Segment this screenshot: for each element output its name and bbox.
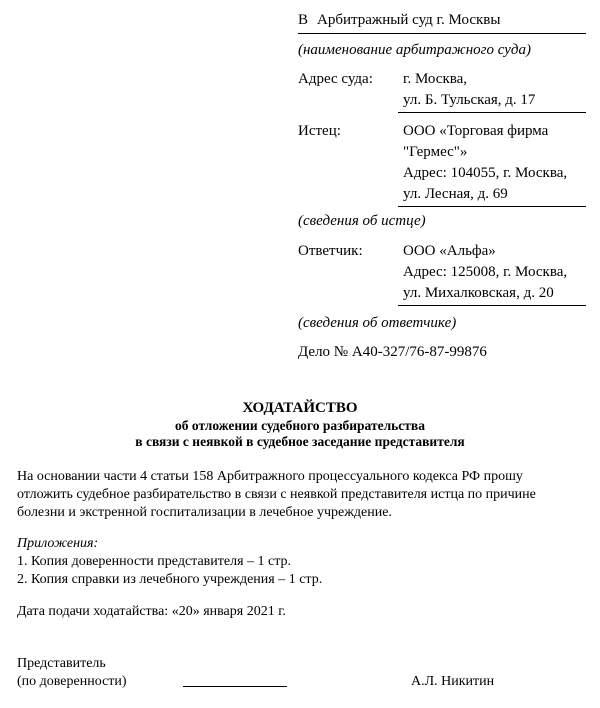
defendant-line-1: ООО «Альфа» xyxy=(403,243,496,259)
body-paragraph-line-3: болезни и экстренной госпитализации в лечебное учреждение. xyxy=(17,505,392,520)
filing-date: Дата подачи ходатайства: «20» января 2021 г. xyxy=(17,604,286,619)
case-number: Дело № А40-327/76-87-99876 xyxy=(298,344,487,360)
plaintiff-label: Истец: xyxy=(298,123,341,139)
signatory-name: А.Л. Никитин xyxy=(411,674,495,689)
attachment-item-2: 2. Копия справки из лечебного учреждения – 1 стр. xyxy=(17,572,323,587)
defendant-underline xyxy=(398,305,586,306)
plaintiff-underline xyxy=(398,206,586,207)
signatory-role: Представитель xyxy=(17,656,106,671)
court-address-line-2: ул. Б. Тульская, д. 17 xyxy=(403,92,536,108)
court-caption: (наименование арбитражного суда) xyxy=(298,42,531,58)
attachment-item-1: 1. Копия доверенности представителя – 1 стр. xyxy=(17,554,292,569)
defendant-line-2: Адрес: 125008, г. Москва, xyxy=(403,264,568,280)
plaintiff-caption: (сведения об истце) xyxy=(298,213,426,229)
document-subtitle-1: об отложении судебного разбирательства xyxy=(175,418,425,433)
body-paragraph-line-2: отложить судебное разбирательство в связи с неявкой представителя истца по причине xyxy=(17,487,536,502)
plaintiff-line-3: Адрес: 104055, г. Москва, xyxy=(403,165,568,181)
document-title: ХОДАТАЙСТВО xyxy=(242,400,358,416)
court-prefix: В xyxy=(298,12,309,28)
defendant-caption: (сведения об ответчике) xyxy=(298,315,457,331)
court-address-underline xyxy=(398,112,586,113)
attachments-label: Приложения: xyxy=(17,536,99,551)
court-address-label: Адрес суда: xyxy=(298,71,373,87)
court-name-underline xyxy=(298,33,586,34)
court-name: Арбитражный суд г. Москвы xyxy=(317,12,501,28)
defendant-line-3: ул. Михалковская, д. 20 xyxy=(403,285,554,301)
court-address-line-1: г. Москва, xyxy=(403,71,468,87)
plaintiff-line-2: "Гермес"» xyxy=(403,144,468,160)
plaintiff-line-4: ул. Лесная, д. 69 xyxy=(403,186,508,202)
signatory-authority: (по доверенности) xyxy=(17,674,127,689)
document-subtitle-2: в связи с неявкой в судебное заседание представителя xyxy=(135,434,465,449)
body-paragraph-line-1: На основании части 4 статьи 158 Арбитражного процессуального кодекса РФ прошу xyxy=(17,469,523,484)
defendant-label: Ответчик: xyxy=(298,243,363,259)
signature-line xyxy=(183,686,287,687)
plaintiff-line-1: ООО «Торговая фирма xyxy=(403,123,549,139)
